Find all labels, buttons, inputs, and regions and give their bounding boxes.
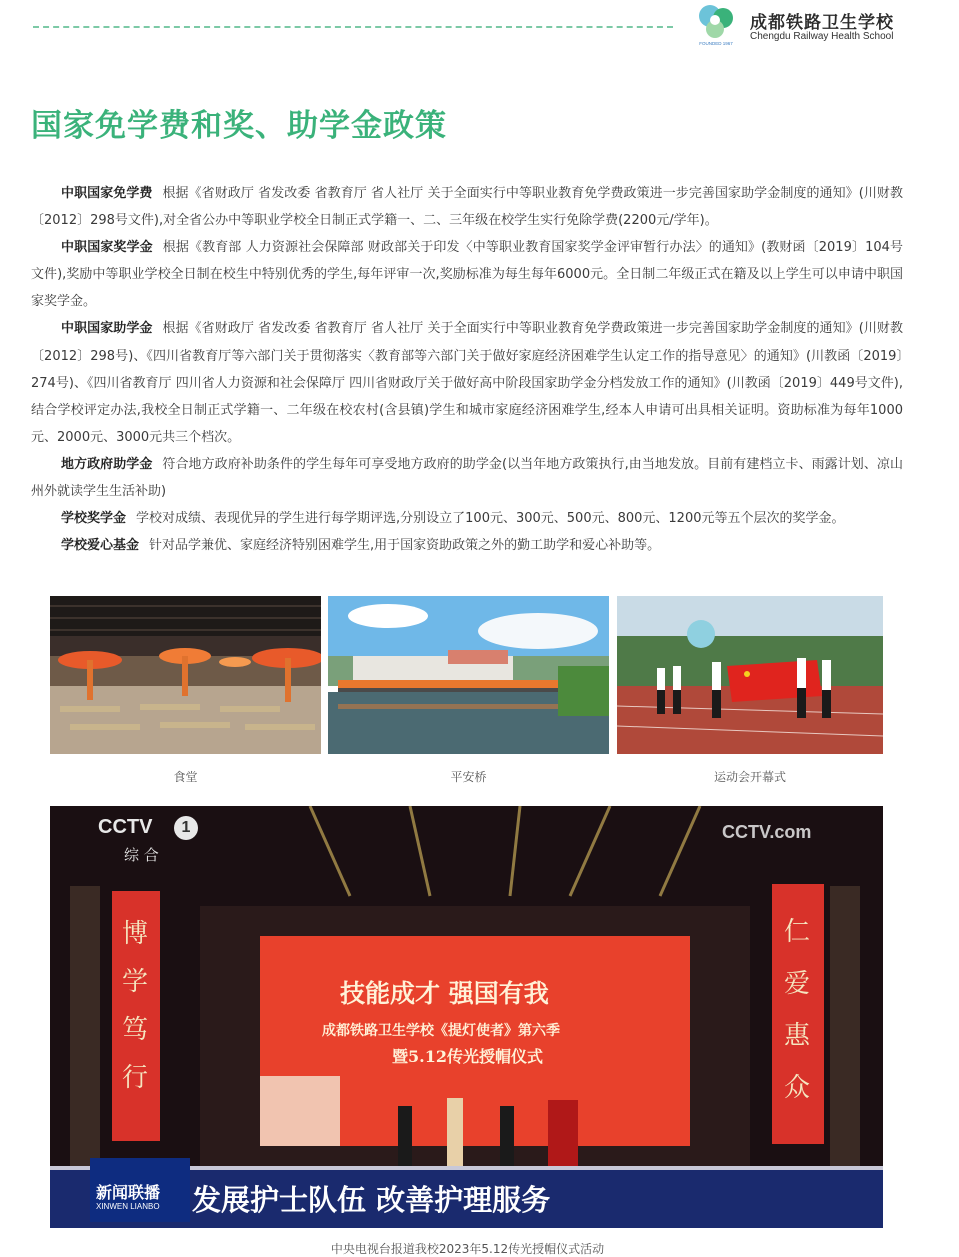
cctv-channel-logo: CCTV: [98, 816, 153, 838]
news-headline: 发展护士队伍 改善护理服务: [192, 1183, 551, 1217]
bridge-photo: [328, 596, 609, 754]
cctv-news-screenshot: [50, 806, 883, 1228]
policy-body: 根据《省财政厅 省发改委 省教育厅 省人社厅 关于全面实行中等职业教育免学费政策进一步完善国家助学金制度的通知》(川财教〔2012〕298号文件),对全省公办中等职业学校全日制正式学籍一、二、三年级在校学生实行免除学费(2200元/学年)。: [31, 186, 903, 229]
policy-body: 学校对成绩、表现优异的学生进行每学期评选,分别设立了100元、300元、500元、800元、1200元等五个层次的奖学金。: [136, 511, 845, 527]
cctv-corner-logo: CCTV.com: [722, 822, 812, 842]
news-caption: 中央电视台报道我校2023年5.12传光授帽仪式活动: [330, 1242, 605, 1256]
left-banner-char: 行: [122, 1063, 149, 1093]
policy-label: 中职国家助学金: [61, 321, 153, 337]
policy-label: 中职国家奖学金: [61, 240, 153, 256]
policy-paragraph: [31, 532, 903, 559]
screen-slogan: 技能成才 强国有我: [340, 979, 549, 1008]
right-banner-char: 仁: [784, 917, 811, 947]
screen-ceremony-title: 暨5.12传光授帽仪式: [392, 1047, 543, 1066]
right-banner-char: 爱: [784, 969, 811, 999]
school-logo: [694, 2, 738, 48]
policy-label: 地方政府助学金: [61, 456, 153, 472]
left-banner-char: 博: [122, 919, 149, 949]
policy-paragraph: [31, 234, 903, 315]
policy-label: 学校爱心基金: [61, 538, 140, 554]
policy-paragraph: [31, 180, 903, 234]
cctv-channel-name: 综 合: [124, 846, 159, 864]
right-banner: [784, 906, 810, 1114]
school-name-en: Chengdu Railway Health School: [750, 31, 894, 42]
policy-body: 根据《教育部 人力资源社会保障部 财政部关于印发〈中等职业教育国家奖学金评审暂行办法〉的通知》(教财函〔2019〕104号文件),奖励中等职业学校全日制在校生中特别优秀的学生,每年评审一次,奖励标准为每生每年6000元。全日制二年级正式在籍及以上学生可以申请中职国家奖学金。: [31, 240, 903, 310]
left-banner-char: 学: [122, 967, 149, 997]
right-banner-char: 惠: [784, 1021, 811, 1051]
bridge-caption: 平安桥: [450, 770, 487, 784]
policy-label: 学校奖学金: [61, 511, 127, 527]
policy-body: 针对品学兼优、家庭经济特别困难学生,用于国家资助政策之外的勤工助学和爱心补助等。: [149, 538, 661, 554]
left-banner-char: 笃: [122, 1015, 149, 1045]
policy-body: 根据《省财政厅 省发改委 省教育厅 省人社厅 关于全面实行中等职业教育免学费政策进一步完善国家助学金制度的通知》(川财教〔2012〕298号)、《四川省教育厅等六部门关于贯彻落实〈教育部等六部门关于做好家庭经济困难学生认定工作的指导意见〉的通知》(川教函〔2019〕274号)、《四川省教育厅 四川省人力资源和社会保障厅 四川省财政厅关于做好高中阶段国家助学金分档发放工作的通知》(川教函〔2019〕449号文件),结合学校评定办法,我校全日制正式学籍一、二年级在校农村(含县镇)学生和城市家庭经济困难学生,经本人申请可出具相关证明。资助标准为每年1000元、2000元、3000元共三个档次。: [31, 321, 903, 445]
canteen-photo: [50, 596, 321, 754]
policy-label: 中职国家免学费: [61, 186, 153, 201]
right-banner-char: 众: [784, 1073, 811, 1103]
policy-paragraph: [31, 315, 903, 450]
sports-meet-caption: 运动会开幕式: [713, 770, 786, 784]
logo-caption: FOUNDED 1967: [699, 41, 733, 46]
policy-paragraph: [31, 451, 903, 505]
left-banner: [122, 910, 148, 1102]
page-title: 国家免学费和奖、助学金政策: [31, 108, 447, 144]
policy-body: 符合地方政府补助条件的学生每年可享受地方政府的助学金(以当年地方政策执行,由当地发放。目前有建档立卡、雨露计划、凉山州外就读学生生活补助): [31, 456, 903, 500]
policy-text: [31, 180, 903, 559]
program-logo: 新闻联播: [96, 1183, 161, 1202]
cctv-channel-number: 1: [174, 816, 198, 840]
screen-event-title: 成都铁路卫生学校《提灯使者》第六季: [322, 1023, 560, 1039]
program-logo-en: XINWEN LIANBO: [96, 1202, 160, 1211]
sports-meet-photo: [617, 596, 883, 754]
policy-paragraph: [31, 505, 903, 532]
school-name-cn: 成都铁路卫生学校: [750, 13, 894, 33]
canteen-caption: 食堂: [173, 770, 198, 784]
header-divider: [33, 26, 673, 28]
